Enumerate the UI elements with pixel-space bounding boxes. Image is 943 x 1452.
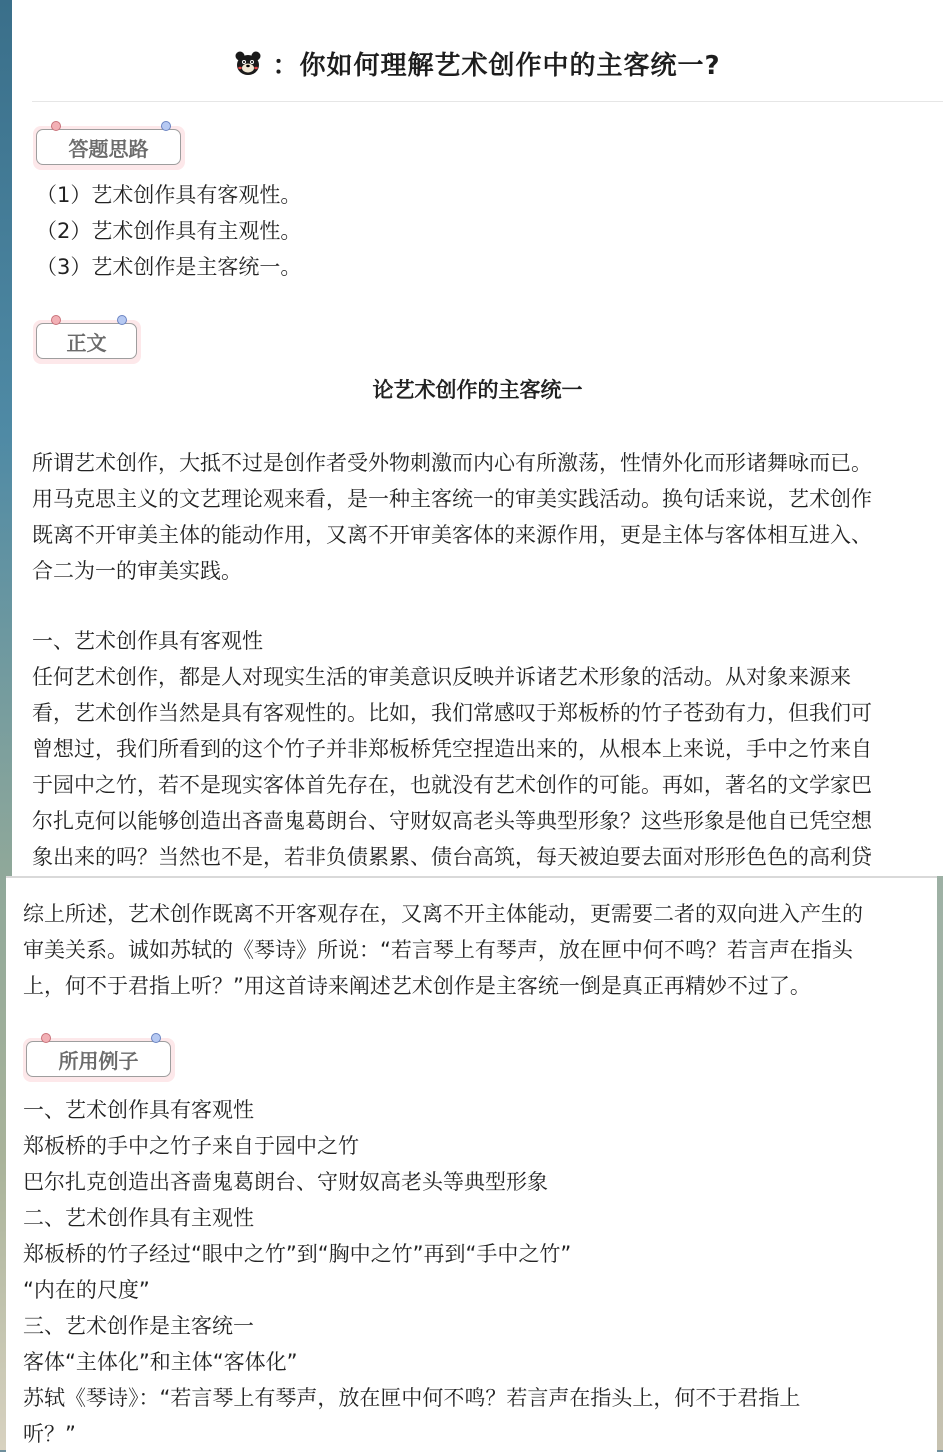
- examples-tag: [23, 1038, 175, 1082]
- essay-paragraph-line: 曾想过，我们所看到的这个竹子并非郑板桥凭空捏造出来的，从根本上来说，手中之竹来自: [32, 737, 872, 761]
- tag-dot-blue: [161, 121, 171, 131]
- article-panel-bottom: [6, 876, 937, 1452]
- example-line: 苏轼《琴诗》：“若言琴上有琴声，放在匣中何不鸣？若言声在指头上，何不于君指上: [23, 1386, 801, 1410]
- essay-paragraph-line: 于园中之竹，若不是现实客体首先存在，也就没有艺术创作的可能。再如，著名的文学家巴: [32, 773, 872, 797]
- section-heading: 一、艺术创作具有客观性: [32, 629, 263, 653]
- essay-paragraph-line: 合二为一的审美实践。: [32, 559, 242, 583]
- bear-mascot-icon: [234, 50, 262, 76]
- example-line: 郑板桥的竹子经过“眼中之竹”到“胸中之竹”再到“手中之竹”: [23, 1242, 572, 1266]
- approach-item: （2）艺术创作具有主观性。: [36, 219, 302, 243]
- essay-paragraph-line: 尔扎克何以能够创造出吝啬鬼葛朗台、守财奴高老头等典型形象？这些形象是他自已凭空想: [32, 809, 872, 833]
- example-line: 三、艺术创作是主客统一: [23, 1314, 254, 1338]
- conclusion-line: 综上所述，艺术创作既离不开客观存在，又离不开主体能动，更需要二者的双向进入产生的: [23, 902, 863, 926]
- essay-paragraph-line: 看，艺术创作当然是具有客观性的。比如，我们常感叹于郑板桥的竹子苍劲有力，但我们可: [32, 701, 872, 725]
- page-title-row: [12, 40, 943, 86]
- tag-dot-blue: [117, 315, 127, 325]
- example-line: 郑板桥的手中之竹子来自于园中之竹: [23, 1134, 359, 1158]
- example-line: 客体“主体化”和主体“客体化”: [23, 1350, 298, 1374]
- tag-dot-blue: [151, 1033, 161, 1043]
- article-panel-top: [12, 0, 943, 876]
- tag-dot-red: [41, 1033, 51, 1043]
- body-tag: [33, 320, 141, 364]
- essay-paragraph-line: 所谓艺术创作，大抵不过是创作者受外物刺激而内心有所激荡，性情外化而形诸舞咏而已。: [32, 451, 872, 475]
- example-line: “内在的尺度”: [23, 1278, 150, 1302]
- example-line: 一、艺术创作具有客观性: [23, 1098, 254, 1122]
- essay-paragraph-line: 既离不开审美主体的能动作用，又离不开审美客体的来源作用，更是主体与客体相互进入、: [32, 523, 872, 547]
- example-line: 二、艺术创作具有主观性: [23, 1206, 254, 1230]
- essay-paragraph-line: 任何艺术创作，都是人对现实生活的审美意识反映并诉诸艺术形象的活动。从对象来源来: [32, 665, 851, 689]
- essay-paragraph-line: 用马克思主义的文艺理论观来看，是一种主客统一的审美实践活动。换句话来说，艺术创作: [32, 487, 872, 511]
- approach-tag-label: 答题思路: [36, 129, 181, 165]
- example-line: 巴尔扎克创造出吝啬鬼葛朗台、守财奴高老头等典型形象: [23, 1170, 548, 1194]
- title-divider: [32, 101, 943, 102]
- conclusion-line: 审美关系。诚如苏轼的《琴诗》所说：“若言琴上有琴声，放在匣中何不鸣？若言声在指头: [23, 938, 853, 962]
- tag-dot-red: [51, 315, 61, 325]
- page-title: ：你如何理解艺术创作中的主客统一?: [272, 50, 721, 81]
- examples-tag-label: 所用例子: [26, 1041, 171, 1077]
- approach-tag: [33, 126, 185, 170]
- essay-paragraph-line: 象出来的吗？当然也不是，若非负债累累、债台高筑，每天被迫要去面对形形色色的高利贷: [32, 845, 872, 869]
- approach-item: （1）艺术创作具有客观性。: [36, 183, 302, 207]
- approach-item: （3）艺术创作是主客统一。: [36, 255, 302, 279]
- tag-dot-red: [51, 121, 61, 131]
- body-tag-label: 正文: [36, 323, 137, 359]
- conclusion-line: 上，何不于君指上听？”用这首诗来阐述艺术创作是主客统一倒是真正再精妙不过了。: [23, 974, 811, 998]
- essay-title: 论艺术创作的主客统一: [372, 378, 583, 402]
- example-line: 听？”: [23, 1422, 76, 1446]
